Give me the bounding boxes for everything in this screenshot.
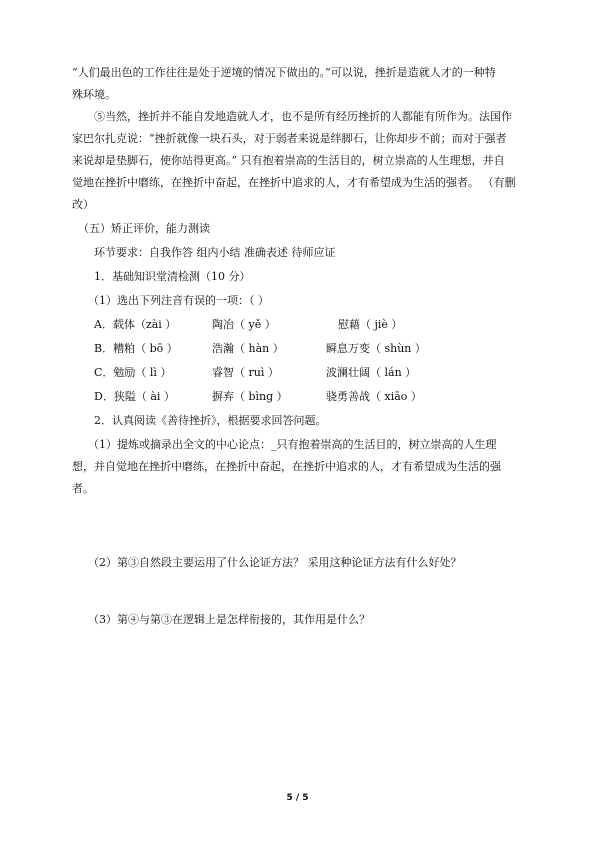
option-c-item-2: 睿智（ ruì ） <box>212 366 279 379</box>
option-row-c <box>94 366 534 380</box>
passage-line: 殊环境。 <box>72 88 116 101</box>
passage-line: “人们最出色的工作往往是处于逆境的情况下做出的。”可以说，挫折是造就人才的一种特 <box>72 66 496 79</box>
option-b-item-3: 瞬息万变（ shùn ） <box>326 342 426 355</box>
passage-line: 改） <box>72 198 94 211</box>
section-requirement: 环节要求：自我作答 组内小结 准确表述 待师应证 <box>94 246 336 259</box>
option-row-d <box>94 390 534 404</box>
question-1-sub: （1）选出下列注音有误的一项：（ ） <box>88 294 269 307</box>
passage-paragraph-5: ⑤当然，挫折并不能自发地造就人才，也不是所有经历挫折的人都能有所作为。法国作 <box>94 110 512 123</box>
option-c-item-3: 波澜壮阔（ lán ） <box>326 366 417 379</box>
option-row-a <box>94 318 534 332</box>
question-2-sub-1: （1）提炼或摘录出全文的中心论点：_只有抱着崇高的生活目的，树立崇高的人生理 <box>88 438 497 451</box>
option-d-item-3: 骁勇善战（ xiāo ） <box>326 390 422 403</box>
section-heading: （五）矫正评价，能力测读 <box>78 222 210 235</box>
option-a-item-1: A．载体（zài ） <box>94 318 177 331</box>
question-2-sub-3: （3）第④与第③在逻辑上是怎样衔接的，其作用是什么？ <box>88 613 370 626</box>
question-2-title: 2．认真阅读《善待挫折》，根据要求回答问题。 <box>94 414 327 427</box>
question-2-answer-line: 者。 <box>72 482 94 495</box>
option-b-item-2: 浩瀚（ hàn ） <box>212 342 284 355</box>
question-2-sub-2: （2）第③自然段主要运用了什么论证方法？ 采用这种论证方法有什么好处？ <box>88 556 462 569</box>
option-b-item-1: B．糟粕（ bō ） <box>94 342 178 355</box>
option-c-item-1: C．勉励（ lì ） <box>94 366 172 379</box>
passage-line: 家巴尔扎克说：“挫折就像一块石头，对于弱者来说是绊脚石，让你却步不前；而对于强者 <box>72 132 507 145</box>
passage-line: 来说却是垫脚石，使你站得更高。” 只有抱着崇高的生活目的，树立崇高的人生理想，并自 <box>72 154 505 167</box>
option-row-b <box>94 342 534 356</box>
passage-line: 觉地在挫折中磨练，在挫折中奋起，在挫折中追求的人，才有希望成为生活的强者。 （有删 <box>72 176 516 189</box>
page-number: 5 / 5 <box>286 793 309 803</box>
question-2-answer-line: 想，并自觉地在挫折中磨练，在挫折中奋起，在挫折中追求的人，才有希望成为生活的强 <box>72 460 501 473</box>
option-d-item-2: 摒弃（ bìng ） <box>212 390 288 403</box>
option-d-item-1: D．狭隘（ ài ） <box>94 390 175 403</box>
option-a-item-3: 慰藉（ jiè ） <box>338 318 403 331</box>
option-a-item-2: 陶冶（ yě ） <box>212 318 276 331</box>
question-1-title: 1．基础知识堂清检测（10 分） <box>94 270 251 283</box>
